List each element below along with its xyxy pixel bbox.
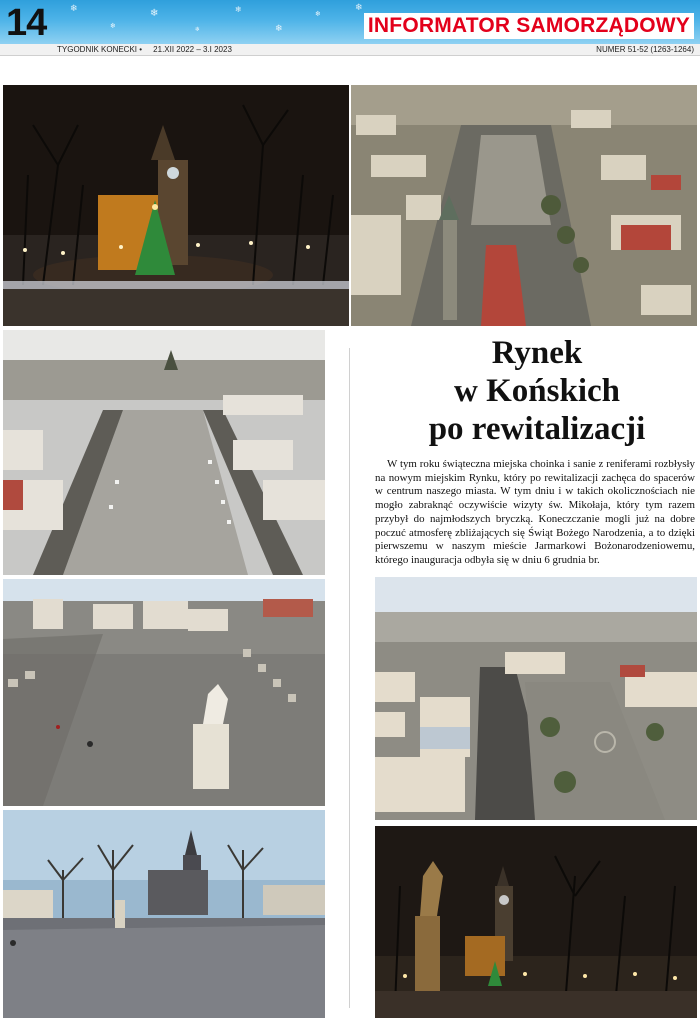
- snowflake-icon: ❄: [110, 22, 116, 30]
- photo-aerial-church: [351, 85, 697, 326]
- snowflake-icon: ❄: [315, 10, 321, 18]
- photo-aerial-market-square: [3, 330, 325, 575]
- headline-line: w Końskich: [454, 373, 620, 409]
- article-body: W tym roku świąteczna miejska choinka i sanie z reniferami rozbłysły na nowym miejskim Rynku, który po rewitalizacji zachęca do spacerów w centrum naszego miasta. W tym dniu i w takich okolicznościach nie mogło zabraknąć oczywiście wizyty św. Mikołaja, który tym razem przybył do najmłodszych bryczką. Koneczczanie mogli już na dobre poczuć atmosferę zbliżających się Świąt Bożego Narodzenia, a to dzięki pierwszemu w naszym mieście Jarmarkowi Bożonarodzeniowemu, którego inauguracja odbyła się w dniu 6 grudnia br.: [375, 458, 695, 566]
- photo-square-monument: [3, 579, 325, 806]
- snowflake-icon: ❄: [275, 24, 283, 34]
- issue-date: 21.XII 2022 – 3.I 2023: [153, 45, 232, 54]
- snowflake-icon: ❄: [195, 26, 201, 33]
- issue-number: NUMER 51-52 (1263-1264): [596, 45, 694, 54]
- photo-night-christmas-tree: [3, 85, 349, 326]
- column-divider: [349, 348, 350, 1008]
- snowflake-icon: ❄: [150, 8, 159, 19]
- headline-line: Rynek: [491, 335, 583, 371]
- photo-plaza-church-tower: [3, 810, 325, 1018]
- snowflake-icon: ❄: [355, 3, 363, 13]
- masthead-title: INFORMATOR SAMORZĄDOWY: [364, 13, 694, 39]
- publication-name: TYGODNIK KONECKI •: [57, 45, 143, 54]
- article-headline: [376, 334, 698, 448]
- photo-night-monument: [375, 826, 697, 1018]
- meta-bar: [0, 44, 700, 56]
- publication-info: [57, 44, 232, 56]
- header-band: [0, 0, 700, 44]
- photo-aerial-town: [375, 577, 697, 820]
- headline-line: po rewitalizacji: [428, 411, 646, 447]
- page-number: 14: [6, 2, 47, 44]
- snowflake-icon: ❄: [70, 4, 78, 14]
- snowflake-icon: ❄: [235, 5, 242, 14]
